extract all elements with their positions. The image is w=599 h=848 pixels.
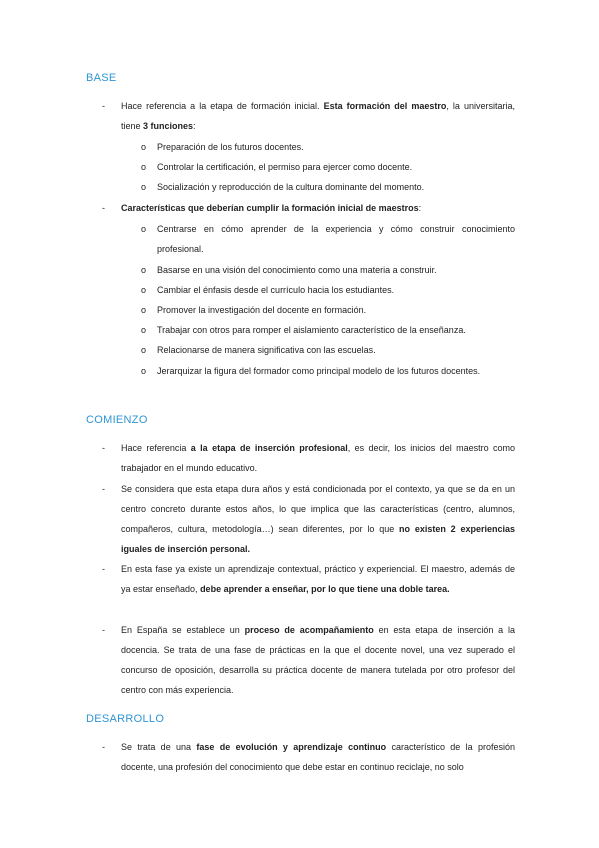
- heading-desarrollo: DESARROLLO: [86, 713, 165, 725]
- circle-marker: o: [141, 265, 147, 275]
- funcion-item: Socialización y reproducción de la cultura dominante del momento.: [157, 182, 425, 192]
- circle-marker: o: [141, 142, 147, 152]
- comienzo-paragraph-2: Se considera que esta etapa dura años y está condicionada por el contexto, ya que se da en un centro concreto durante estos años, lo que implica que las características (centro, alumnos, compañeros, cultura, metodología…) sean diferentes, por lo que no existen 2 experiencias iguales de inserción personal.: [121, 484, 515, 554]
- dash-marker: -: [102, 564, 105, 574]
- circle-marker: o: [141, 366, 147, 376]
- circle-marker: o: [141, 224, 147, 234]
- dash-marker: -: [102, 203, 105, 213]
- caracteristica-item: Cambiar el énfasis desde el currículo hacia los estudiantes.: [157, 285, 395, 295]
- comienzo-paragraph-1: Hace referencia a la etapa de inserción profesional, es decir, los inicios del maestro como trabajador en el mundo educativo.: [121, 443, 515, 473]
- circle-marker: o: [141, 345, 147, 355]
- heading-base: BASE: [86, 72, 117, 84]
- circle-marker: o: [141, 325, 147, 335]
- desarrollo-paragraph-1: Se trata de una fase de evolución y aprendizaje continuo característico de la profesión docente, una profesión del conocimiento que debe estar en continuo reciclaje, no solo: [121, 742, 516, 772]
- circle-marker: o: [141, 182, 147, 192]
- circle-marker: o: [141, 162, 147, 172]
- base-paragraph-1: Hace referencia a la etapa de formación inicial. Esta formación del maestro, la universitaria, tiene 3 funciones:: [121, 101, 515, 131]
- caracteristica-item: Jerarquizar la figura del formador como principal modelo de los futuros docentes.: [157, 366, 481, 376]
- dash-marker: -: [102, 443, 105, 453]
- caracteristica-item: Relacionarse de manera significativa con las escuelas.: [157, 345, 376, 355]
- comienzo-paragraph-3: En esta fase ya existe un aprendizaje contextual, práctico y experiencial. El maestro, además de ya estar enseñado, debe aprender a enseñar, por lo que tiene una doble tarea.: [121, 564, 515, 594]
- circle-marker: o: [141, 305, 147, 315]
- caracteristica-item: Promover la investigación del docente en formación.: [157, 305, 367, 315]
- dash-marker: -: [102, 101, 105, 111]
- dash-marker: -: [102, 484, 105, 494]
- caracteristica-item: Basarse en una visión del conocimiento como una materia a construir.: [157, 265, 437, 275]
- dash-marker: -: [102, 742, 105, 752]
- comienzo-paragraph-4: En España se establece un proceso de acompañamiento en esta etapa de inserción a la docencia. Se trata de una fase de prácticas en la que el docente novel, una vez superado el concurso de oposición, desarrolla su práctica docente de manera tutelada por otro profesor del centro con más experiencia.: [121, 625, 515, 695]
- circle-marker: o: [141, 285, 147, 295]
- dash-marker: -: [102, 625, 105, 635]
- caracteristica-item: Centrarse en cómo aprender de la experiencia y cómo construir conocimiento profesional.: [157, 224, 515, 254]
- funcion-item: Controlar la certificación, el permiso para ejercer como docente.: [157, 162, 413, 172]
- base-paragraph-2: Características que deberían cumplir la formación inicial de maestros:: [121, 203, 422, 213]
- heading-comienzo: COMIENZO: [86, 414, 148, 426]
- caracteristica-item: Trabajar con otros para romper el aislamiento característico de la enseñanza.: [157, 325, 466, 335]
- funcion-item: Preparación de los futuros docentes.: [157, 142, 304, 152]
